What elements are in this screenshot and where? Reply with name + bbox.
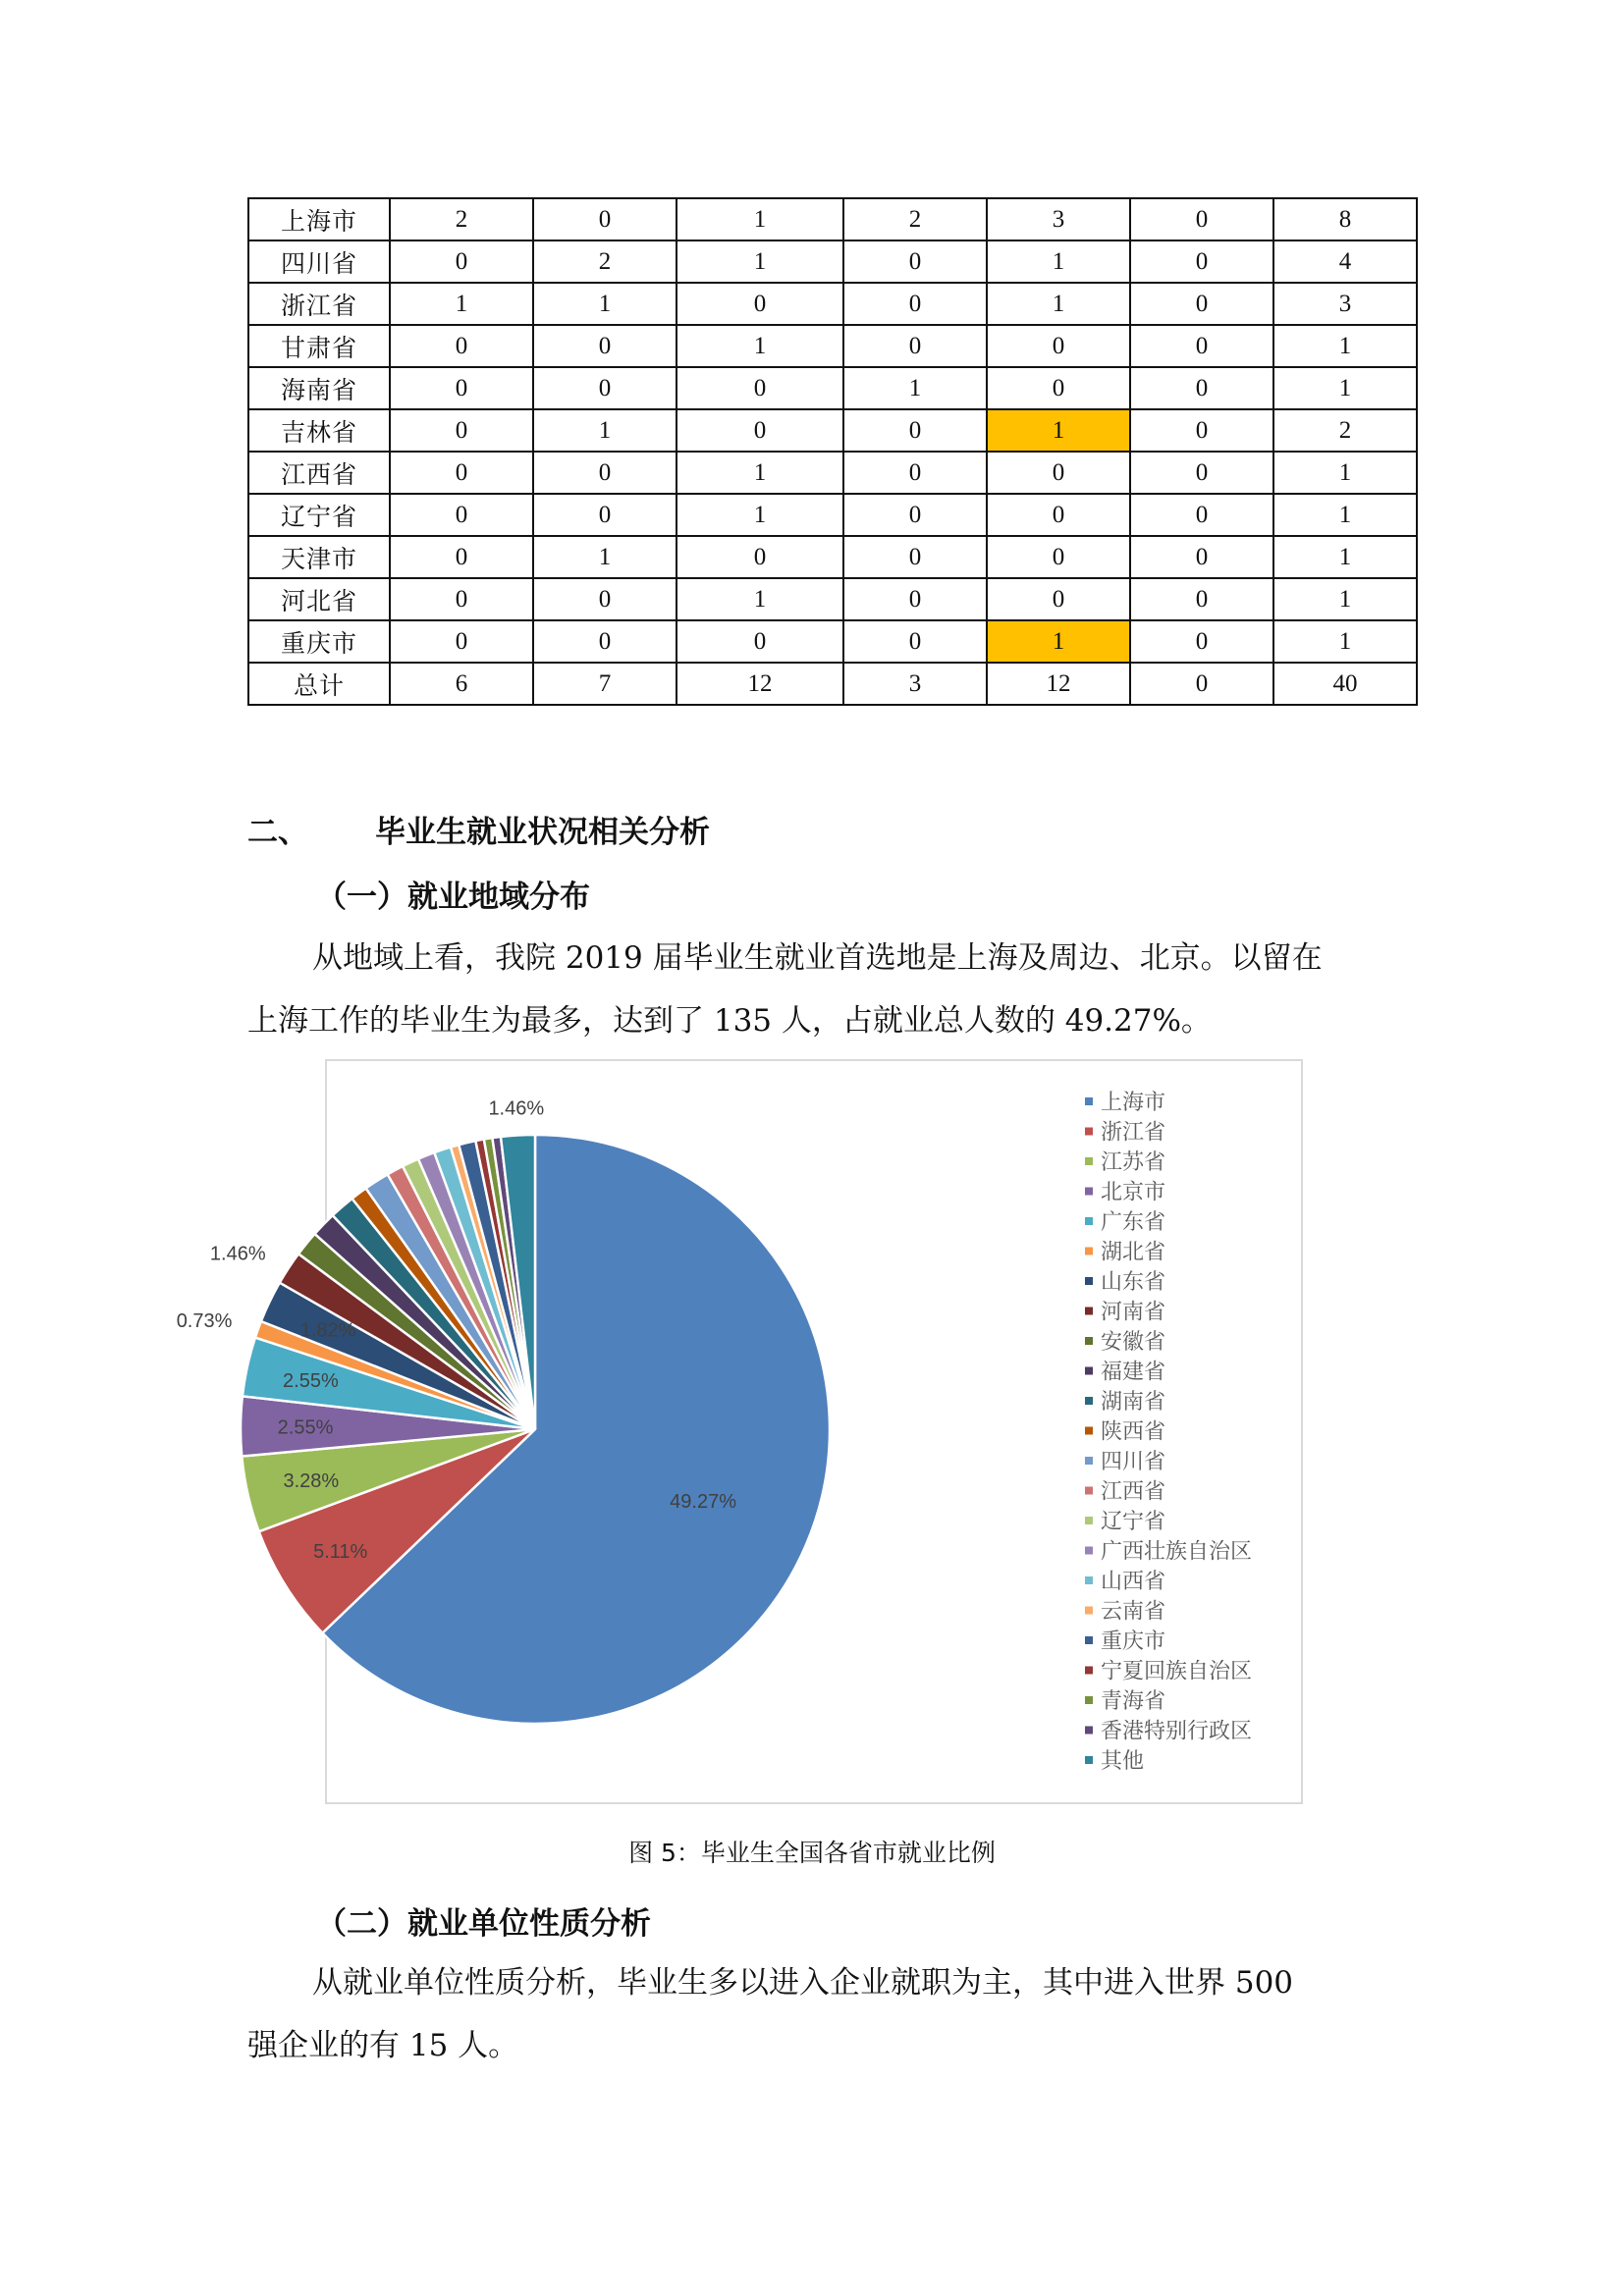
section-heading [247,807,710,851]
chart-legend [1085,1091,1252,1774]
pie-data-label: 0.73% [176,1309,233,1332]
province-cell: 辽宁省 [248,494,390,536]
value-cell: 0 [390,452,533,494]
value-cell: 0 [533,367,677,409]
value-cell: 0 [1130,283,1273,325]
legend-label: 上海市 [1101,1091,1166,1115]
value-cell: 0 [987,452,1130,494]
legend-swatch [1085,1427,1093,1435]
value-cell: 4 [1273,240,1417,283]
value-cell: 1 [987,240,1130,283]
value-cell: 3 [987,198,1130,240]
paragraph-line: 强企业的有 15 人。 [247,2028,519,2063]
value-cell: 0 [390,409,533,452]
pie-data-label: 1.82% [299,1319,356,1342]
legend-label: 重庆市 [1101,1629,1166,1654]
figure-caption: 图 5：毕业生全国各省市就业比例 [628,1839,996,1867]
value-cell: 1 [843,367,987,409]
legend-swatch [1085,1337,1093,1345]
subsection-heading-region: （一）就业地域分布 [316,880,590,915]
legend-label: 广东省 [1101,1210,1166,1235]
value-cell: 0 [1130,663,1273,705]
value-cell: 1 [1273,452,1417,494]
pie-chart [176,1059,1303,1804]
value-cell: 2 [533,240,677,283]
value-cell: 0 [533,325,677,367]
value-cell: 6 [390,663,533,705]
value-cell: 3 [843,663,987,705]
table-row [248,536,1417,578]
value-cell: 0 [533,452,677,494]
value-cell: 0 [987,536,1130,578]
table-body [248,198,1417,705]
legend-label: 青海省 [1101,1689,1166,1714]
legend-label: 四川省 [1101,1450,1166,1474]
pie-data-label: 49.27% [670,1491,737,1513]
value-cell: 7 [533,663,677,705]
value-cell: 1 [677,452,843,494]
province-cell: 海南省 [248,367,390,409]
paragraph-line: 上海工作的毕业生为最多，达到了 135 人，占就业总人数的 49.27%。 [247,1003,1212,1039]
legend-swatch [1085,1367,1093,1375]
legend-swatch [1085,1097,1093,1105]
pie-data-label: 2.55% [277,1416,334,1439]
value-cell: 0 [843,240,987,283]
legend-label: 湖北省 [1101,1240,1166,1265]
value-cell: 3 [1273,283,1417,325]
value-cell: 0 [1130,198,1273,240]
value-cell: 12 [677,663,843,705]
value-cell: 0 [843,409,987,452]
value-cell: 0 [390,620,533,663]
table-row [248,367,1417,409]
value-cell: 0 [1130,536,1273,578]
legend-swatch [1085,1576,1093,1584]
table-row [248,452,1417,494]
value-cell: 1 [1273,325,1417,367]
value-cell: 0 [843,452,987,494]
table-row [248,494,1417,536]
value-cell: 1 [533,283,677,325]
value-cell: 1 [533,409,677,452]
legend-swatch [1085,1308,1093,1315]
subsection-heading-unit: （二）就业单位性质分析 [316,1906,651,1942]
legend-swatch [1085,1157,1093,1165]
value-cell: 0 [677,409,843,452]
legend-label: 云南省 [1101,1599,1166,1625]
table-row [248,198,1417,240]
legend-label: 江西省 [1101,1479,1166,1505]
legend-label: 香港特别行政区 [1101,1719,1253,1744]
legend-swatch [1085,1636,1093,1644]
table-row [248,409,1417,452]
value-cell: 0 [533,620,677,663]
value-cell: 0 [677,620,843,663]
value-cell: 0 [987,367,1130,409]
value-cell: 1 [677,494,843,536]
legend-label: 宁夏回族自治区 [1101,1659,1253,1684]
value-cell: 0 [843,325,987,367]
value-cell: 0 [987,578,1130,620]
value-cell: 0 [533,578,677,620]
value-cell: 0 [390,240,533,283]
province-cell: 总计 [248,663,390,705]
value-cell: 0 [533,198,677,240]
legend-swatch [1085,1248,1093,1255]
value-cell: 0 [1130,494,1273,536]
value-cell: 0 [677,283,843,325]
value-cell: 0 [390,536,533,578]
section-number: 二、 [247,815,308,850]
legend-swatch [1085,1547,1093,1555]
value-cell: 0 [1130,578,1273,620]
value-cell: 0 [1130,409,1273,452]
value-cell: 0 [987,494,1130,536]
table-row [248,240,1417,283]
legend-swatch [1085,1756,1093,1764]
pie-data-label: 3.28% [283,1469,340,1492]
value-cell: 12 [987,663,1130,705]
value-cell: 0 [843,494,987,536]
value-cell: 0 [533,494,677,536]
value-cell: 1 [987,620,1130,663]
legend-swatch [1085,1517,1093,1524]
legend-swatch [1085,1727,1093,1735]
legend-label: 福建省 [1101,1360,1166,1385]
value-cell: 0 [1130,325,1273,367]
province-cell: 上海市 [248,198,390,240]
province-cell: 江西省 [248,452,390,494]
value-cell: 0 [987,325,1130,367]
legend-label: 山西省 [1101,1570,1166,1594]
legend-swatch [1085,1188,1093,1196]
legend-label: 其他 [1101,1749,1145,1774]
value-cell: 0 [843,283,987,325]
legend-swatch [1085,1277,1093,1285]
province-cell: 浙江省 [248,283,390,325]
value-cell: 2 [1273,409,1417,452]
value-cell: 0 [843,536,987,578]
province-cell: 河北省 [248,578,390,620]
legend-label: 北京市 [1101,1180,1166,1205]
legend-label: 山东省 [1101,1270,1166,1295]
value-cell: 0 [843,620,987,663]
province-table [247,197,1418,706]
value-cell: 1 [390,283,533,325]
legend-label: 湖南省 [1101,1390,1166,1415]
section-title: 毕业生就业状况相关分析 [375,815,710,850]
pie-chart-svg [176,1061,1305,1806]
value-cell: 0 [1130,367,1273,409]
value-cell: 1 [1273,620,1417,663]
value-cell: 2 [390,198,533,240]
legend-swatch [1085,1667,1093,1675]
pie-data-label: 1.46% [209,1243,266,1265]
value-cell: 1 [677,578,843,620]
value-cell: 0 [390,325,533,367]
value-cell: 1 [533,536,677,578]
legend-label: 辽宁省 [1101,1510,1166,1534]
paragraph-line: 从地域上看，我院 2019 届毕业生就业首选地是上海及周边、北京。以留在 [312,940,1323,976]
legend-label: 江苏省 [1101,1150,1166,1175]
legend-label: 广西壮族自治区 [1101,1539,1253,1565]
legend-swatch [1085,1607,1093,1615]
value-cell: 0 [390,578,533,620]
paragraph-region [247,927,1377,1052]
legend-label: 浙江省 [1101,1120,1166,1146]
legend-label: 陕西省 [1101,1419,1166,1445]
value-cell: 1 [987,409,1130,452]
legend-swatch [1085,1397,1093,1405]
paragraph-line: 从就业单位性质分析，毕业生多以进入企业就职为主，其中进入世界 500 [312,1965,1294,2001]
value-cell: 8 [1273,198,1417,240]
table-row [248,325,1417,367]
province-cell: 天津市 [248,536,390,578]
pie-data-label: 1.46% [488,1097,545,1120]
province-cell: 重庆市 [248,620,390,663]
pie-data-label: 5.11% [313,1541,368,1564]
legend-swatch [1085,1696,1093,1704]
value-cell: 0 [677,536,843,578]
province-cell: 甘肃省 [248,325,390,367]
province-cell: 吉林省 [248,409,390,452]
value-cell: 0 [390,367,533,409]
pie-data-label: 2.55% [283,1370,339,1393]
value-cell: 0 [843,578,987,620]
value-cell: 1 [987,283,1130,325]
table-row [248,663,1417,705]
value-cell: 0 [677,367,843,409]
value-cell: 1 [1273,578,1417,620]
paragraph-unit [247,1951,1377,2077]
value-cell: 1 [677,198,843,240]
value-cell: 1 [1273,367,1417,409]
legend-swatch [1085,1457,1093,1465]
value-cell: 0 [1130,620,1273,663]
legend-swatch [1085,1128,1093,1136]
legend-label: 安徽省 [1101,1330,1166,1355]
value-cell: 1 [677,240,843,283]
value-cell: 40 [1273,663,1417,705]
value-cell: 0 [1130,240,1273,283]
province-cell: 四川省 [248,240,390,283]
table-row [248,578,1417,620]
value-cell: 0 [390,494,533,536]
value-cell: 0 [1130,452,1273,494]
value-cell: 2 [843,198,987,240]
legend-swatch [1085,1487,1093,1495]
value-cell: 1 [677,325,843,367]
table-row [248,283,1417,325]
value-cell: 1 [1273,494,1417,536]
legend-label: 河南省 [1101,1300,1166,1325]
legend-swatch [1085,1217,1093,1225]
value-cell: 1 [1273,536,1417,578]
table-row [248,620,1417,663]
